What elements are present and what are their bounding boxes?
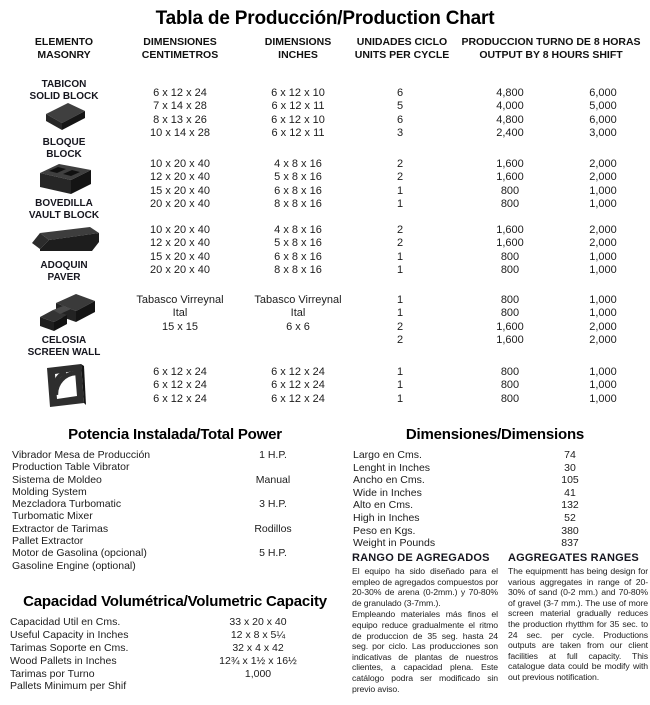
cell-units-per-cycle: 1 — [396, 392, 404, 405]
cell-centimeters: 7 x 14 x 28 — [153, 100, 207, 113]
table-row — [0, 224, 650, 237]
cell-units-per-cycle: 1 — [396, 307, 404, 320]
spec-value: 5 H.P. — [259, 547, 287, 560]
cell-units-per-cycle: 1 — [396, 294, 404, 306]
cell-output-8h-a: 800 — [500, 392, 520, 405]
spec-row — [340, 525, 650, 538]
table-group-bloque — [0, 158, 650, 212]
cell-output-8h-a: 800 — [500, 184, 520, 197]
cell-output-8h-a: 4,800 — [496, 113, 524, 126]
cell-units-per-cycle: 6 — [396, 87, 404, 99]
spec-value: 12 x 8 x 5¼ — [230, 628, 286, 641]
spec-value: 33 x 20 x 40 — [229, 616, 287, 628]
spec-label: Sistema de Moldeo — [12, 473, 102, 486]
spec-label: Wood Pallets in Inches — [10, 654, 117, 667]
table-row — [0, 307, 650, 320]
cell-centimeters: Tabasco Virreynal — [136, 294, 224, 306]
table-row — [0, 366, 650, 379]
cell-units-per-cycle: 2 — [396, 171, 404, 184]
cell-output-8h-b: 1,000 — [589, 294, 617, 306]
spec-label: Alto en Cms. — [353, 499, 414, 512]
table-row — [0, 251, 650, 264]
spec-row — [340, 462, 650, 475]
cell-output-8h-b: 1,000 — [589, 198, 617, 211]
cell-output-8h-b: 1,000 — [589, 264, 617, 277]
cell-centimeters: 15 x 15 — [161, 320, 199, 333]
cell-inches: 6 x 8 x 16 — [274, 250, 322, 263]
aggregates-en-heading: AGGREGATES RANGES — [508, 552, 639, 564]
cell-output-8h-a: 1,600 — [496, 224, 524, 236]
spec-row — [0, 510, 340, 522]
cell-units-per-cycle: 2 — [396, 224, 404, 236]
cell-units-per-cycle: 2 — [396, 158, 404, 170]
element-label-adoquin: ADOQUIN PAVER — [40, 260, 88, 283]
cell-units-per-cycle: 1 — [396, 198, 404, 211]
cell-inches: 5 x 8 x 16 — [274, 171, 322, 184]
spec-label: Turbomatic Mixer — [12, 510, 93, 523]
cell-centimeters: 12 x 20 x 40 — [150, 171, 210, 184]
spec-row — [340, 499, 650, 512]
table-row — [0, 393, 650, 406]
spec-value: Rodillos — [254, 522, 292, 535]
cell-inches: 6 x 6 — [286, 320, 310, 333]
table-group-tabicon — [0, 87, 650, 141]
cell-output-8h-b: 1,000 — [589, 250, 617, 263]
spec-label: Capacidad Util en Cms. — [10, 616, 121, 628]
spec-label: Tarimas por Turno — [10, 667, 95, 680]
power-spec-list — [0, 449, 340, 572]
spec-label: Pallet Extractor — [12, 535, 84, 548]
cell-units-per-cycle: 1 — [396, 264, 404, 277]
spec-row — [0, 547, 340, 559]
spec-value: 1,000 — [244, 667, 272, 680]
spec-value: 1 H.P. — [259, 449, 287, 461]
cell-units-per-cycle: 6 — [396, 113, 404, 126]
cell-inches: 6 x 12 x 10 — [271, 87, 325, 99]
cell-output-8h-a: 2,400 — [496, 127, 524, 140]
cell-output-8h-a: 800 — [500, 264, 520, 277]
table-group-bovedilla — [0, 224, 650, 278]
cell-centimeters: 20 x 20 x 40 — [150, 198, 210, 211]
cell-output-8h-a: 800 — [500, 366, 520, 378]
cell-inches: 5 x 8 x 16 — [274, 237, 322, 250]
spec-row — [0, 680, 340, 693]
spec-row — [0, 616, 340, 629]
table-row — [0, 114, 650, 127]
cell-output-8h-b: 5,000 — [589, 100, 617, 113]
spec-row — [0, 535, 340, 547]
cell-units-per-cycle: 5 — [396, 100, 404, 113]
cell-centimeters: 8 x 13 x 26 — [153, 113, 207, 126]
table-row — [0, 87, 650, 100]
power-section-heading: Potencia Instalada/Total Power — [68, 426, 282, 443]
cell-output-8h-b: 2,000 — [589, 158, 617, 170]
cell-output-8h-b: 6,000 — [589, 87, 617, 99]
cell-centimeters: 15 x 20 x 40 — [150, 250, 210, 263]
spec-label: Molding System — [12, 485, 87, 498]
spec-value: 837 — [561, 537, 579, 550]
cell-output-8h-b: 2,000 — [589, 320, 617, 333]
table-group-adoquin — [0, 294, 650, 348]
spec-row — [0, 523, 340, 535]
cell-inches: 6 x 12 x 11 — [271, 127, 325, 140]
element-label-bovedilla: BOVEDILLA VAULT BLOCK — [28, 198, 100, 221]
cell-output-8h-a: 1,600 — [496, 158, 524, 170]
spec-row — [0, 668, 340, 681]
cell-centimeters: 6 x 12 x 24 — [153, 379, 207, 392]
cell-output-8h-a: 800 — [500, 294, 520, 306]
cell-inches: 4 x 8 x 16 — [274, 158, 322, 170]
spec-label: Weight in Pounds — [353, 537, 436, 550]
spec-label: Motor de Gasolina (opcional) — [12, 547, 147, 560]
spec-label: Useful Capacity in Inches — [10, 628, 129, 641]
cell-units-per-cycle: 3 — [396, 127, 404, 140]
cell-centimeters: 10 x 20 x 40 — [150, 224, 210, 236]
cell-inches: 6 x 12 x 24 — [271, 392, 325, 405]
spec-label: Tarimas Soporte en Cms. — [10, 641, 129, 654]
table-row — [0, 264, 650, 277]
cell-output-8h-b: 3,000 — [589, 127, 617, 140]
cell-output-8h-b: 2,000 — [589, 224, 617, 236]
capacity-section-heading: Capacidad Volumétrica/Volumetric Capacity — [23, 593, 327, 610]
spec-row — [340, 487, 650, 500]
spec-label: Ancho en Cms. — [353, 474, 425, 487]
cell-inches: 8 x 8 x 16 — [274, 198, 322, 211]
table-row — [0, 294, 650, 307]
table-row — [0, 379, 650, 392]
cell-output-8h-a: 1,600 — [496, 320, 524, 333]
spec-value: 380 — [561, 524, 579, 537]
cell-inches: Ital — [290, 307, 306, 320]
cell-output-8h-b: 1,000 — [589, 379, 617, 392]
column-header-element: ELEMENTO MASONRY — [34, 36, 94, 61]
spec-row — [0, 629, 340, 642]
table-row — [0, 321, 650, 334]
table-row — [0, 198, 650, 211]
cell-centimeters: 15 x 20 x 40 — [150, 184, 210, 197]
cell-output-8h-a: 800 — [500, 250, 520, 263]
cell-output-8h-a: 1,600 — [496, 237, 524, 250]
cell-units-per-cycle: 2 — [396, 334, 404, 347]
cell-output-8h-a: 4,000 — [496, 100, 524, 113]
column-header-output: PRODUCCION TURNO DE 8 HORAS OUTPUT BY 8 HOURS SHIFT — [461, 36, 641, 61]
table-row — [0, 100, 650, 113]
spec-value: 30 — [564, 461, 576, 474]
cell-inches: 6 x 12 x 11 — [271, 100, 325, 113]
cell-output-8h-a: 1,600 — [496, 171, 524, 184]
spec-row — [340, 512, 650, 525]
cell-output-8h-b: 1,000 — [589, 366, 617, 378]
cell-output-8h-a: 800 — [500, 307, 520, 320]
spec-value: 105 — [561, 474, 579, 487]
table-row — [0, 237, 650, 250]
aggregates-es-text: El equipo ha sido diseñado para el empleo de agregados compuestos por 20-30% de arena (0-2mm.) y 70-80% de granulado (3-7mm.). Empleando materiales más finos el equipo reduce gradualmente el ritmo de produccion de 35 seg. hasta 24 seg. por ciclo. Las producciones son indicativas de plantas de nuestros clientes, a capacidad plena. Este catálogo podra ser modificado sin previo aviso. — [352, 566, 498, 694]
cell-inches: 4 x 8 x 16 — [274, 224, 322, 236]
spec-label: Peso en Kgs. — [353, 524, 416, 537]
table-row — [0, 127, 650, 140]
spec-label: Vibrador Mesa de Producción — [12, 449, 151, 461]
cell-output-8h-b: 2,000 — [589, 237, 617, 250]
spec-label: Mezcladora Turbomatic — [12, 498, 122, 511]
element-label-tabicon: TABICON SOLID BLOCK — [29, 79, 99, 102]
cell-inches: 6 x 8 x 16 — [274, 184, 322, 197]
spec-label: High in Inches — [353, 511, 420, 524]
cell-output-8h-b: 1,000 — [589, 184, 617, 197]
cell-output-8h-a: 800 — [500, 198, 520, 211]
cell-inches: Tabasco Virreynal — [254, 294, 342, 306]
capacity-spec-list — [0, 616, 340, 693]
aggregates-es-heading: RANGO DE AGREGADOS — [352, 552, 490, 564]
cell-output-8h-a: 1,600 — [496, 334, 524, 347]
spec-row — [0, 560, 340, 572]
spec-label: Pallets Minimum per Shif — [10, 680, 127, 693]
spec-label: Lenght in Inches — [353, 461, 431, 474]
spec-value: 52 — [564, 511, 576, 524]
cell-units-per-cycle: 1 — [396, 184, 404, 197]
cell-units-per-cycle: 1 — [396, 379, 404, 392]
cell-output-8h-a: 4,800 — [496, 87, 524, 99]
column-header-units-per-cycle: UNIDADES CICLO UNITS PER CYCLE — [354, 36, 450, 61]
spec-value: 32 x 4 x 42 — [232, 641, 284, 654]
table-group-celosia — [0, 366, 650, 406]
cell-output-8h-b: 2,000 — [589, 171, 617, 184]
cell-units-per-cycle: 2 — [396, 237, 404, 250]
cell-output-8h-a: 800 — [500, 379, 520, 392]
cell-centimeters: 6 x 12 x 24 — [153, 392, 207, 405]
element-label-bloque: BLOQUE BLOCK — [42, 137, 86, 160]
element-label-celosia: CELOSIA SCREEN WALL — [27, 335, 101, 358]
spec-label: Largo en Cms. — [353, 449, 422, 461]
cell-centimeters: 6 x 12 x 24 — [153, 366, 207, 378]
cell-centimeters: 10 x 20 x 40 — [150, 158, 210, 170]
spec-row — [0, 449, 340, 461]
spec-value: 132 — [561, 499, 579, 512]
table-row — [0, 334, 650, 347]
spec-value: 12¾ x 1½ x 16½ — [219, 654, 297, 667]
cell-centimeters: 12 x 20 x 40 — [150, 237, 210, 250]
table-row — [0, 171, 650, 184]
cell-units-per-cycle: 1 — [396, 250, 404, 263]
cell-output-8h-b: 2,000 — [589, 334, 617, 347]
spec-row — [0, 655, 340, 668]
cell-inches: 6 x 12 x 24 — [271, 366, 325, 378]
spec-value: 41 — [564, 486, 576, 499]
cell-inches: 8 x 8 x 16 — [274, 264, 322, 277]
spec-label: Wide in Inches — [353, 486, 422, 499]
spec-row — [340, 449, 650, 462]
column-header-inches: DIMENSIONS INCHES — [264, 36, 332, 61]
spec-row — [0, 474, 340, 486]
page-title: Tabla de Producción/Production Chart — [155, 8, 495, 29]
cell-inches: 6 x 12 x 10 — [271, 113, 325, 126]
cell-centimeters: 6 x 12 x 24 — [153, 87, 207, 99]
spec-row — [0, 486, 340, 498]
dimensions-section-heading: Dimensiones/Dimensions — [405, 426, 585, 443]
spec-row — [340, 474, 650, 487]
cell-centimeters: Ital — [172, 307, 188, 320]
table-row — [0, 158, 650, 171]
cell-output-8h-b: 6,000 — [589, 113, 617, 126]
spec-row — [0, 642, 340, 655]
cell-units-per-cycle: 2 — [396, 320, 404, 333]
cell-centimeters: 10 x 14 x 28 — [150, 127, 210, 140]
cell-output-8h-b: 1,000 — [589, 307, 617, 320]
cell-centimeters: 20 x 20 x 40 — [150, 264, 210, 277]
column-header-centimeters: DIMENSIONES CENTIMETROS — [141, 36, 219, 61]
spec-value: Manual — [255, 473, 291, 486]
dimensions-spec-list — [340, 449, 650, 550]
spec-value: 3 H.P. — [259, 498, 287, 511]
aggregates-en-text: The equipmentt has being design for various aggregates in range of 20-30% of sand (0-2 mm.) and 70-80% of gravel (3-7 mm.). The use of more screen material gradually reduces the production rhytthm for 35 sec. to 24 sec. per cycle. Productions outputs are taken from our client facilities at full capacity. This catalogue data could be modify with out previous notification. — [508, 566, 648, 682]
spec-value: 74 — [564, 449, 576, 461]
spec-row — [0, 498, 340, 510]
spec-label: Extractor de Tarimas — [12, 522, 109, 535]
spec-label: Gasoline Engine (optional) — [12, 559, 136, 572]
cell-units-per-cycle: 1 — [396, 366, 404, 378]
spec-row — [340, 537, 650, 550]
table-row — [0, 185, 650, 198]
spec-row — [0, 461, 340, 473]
cell-inches: 6 x 12 x 24 — [271, 379, 325, 392]
cell-output-8h-b: 1,000 — [589, 392, 617, 405]
spec-label: Production Table Vibrator — [12, 461, 130, 474]
